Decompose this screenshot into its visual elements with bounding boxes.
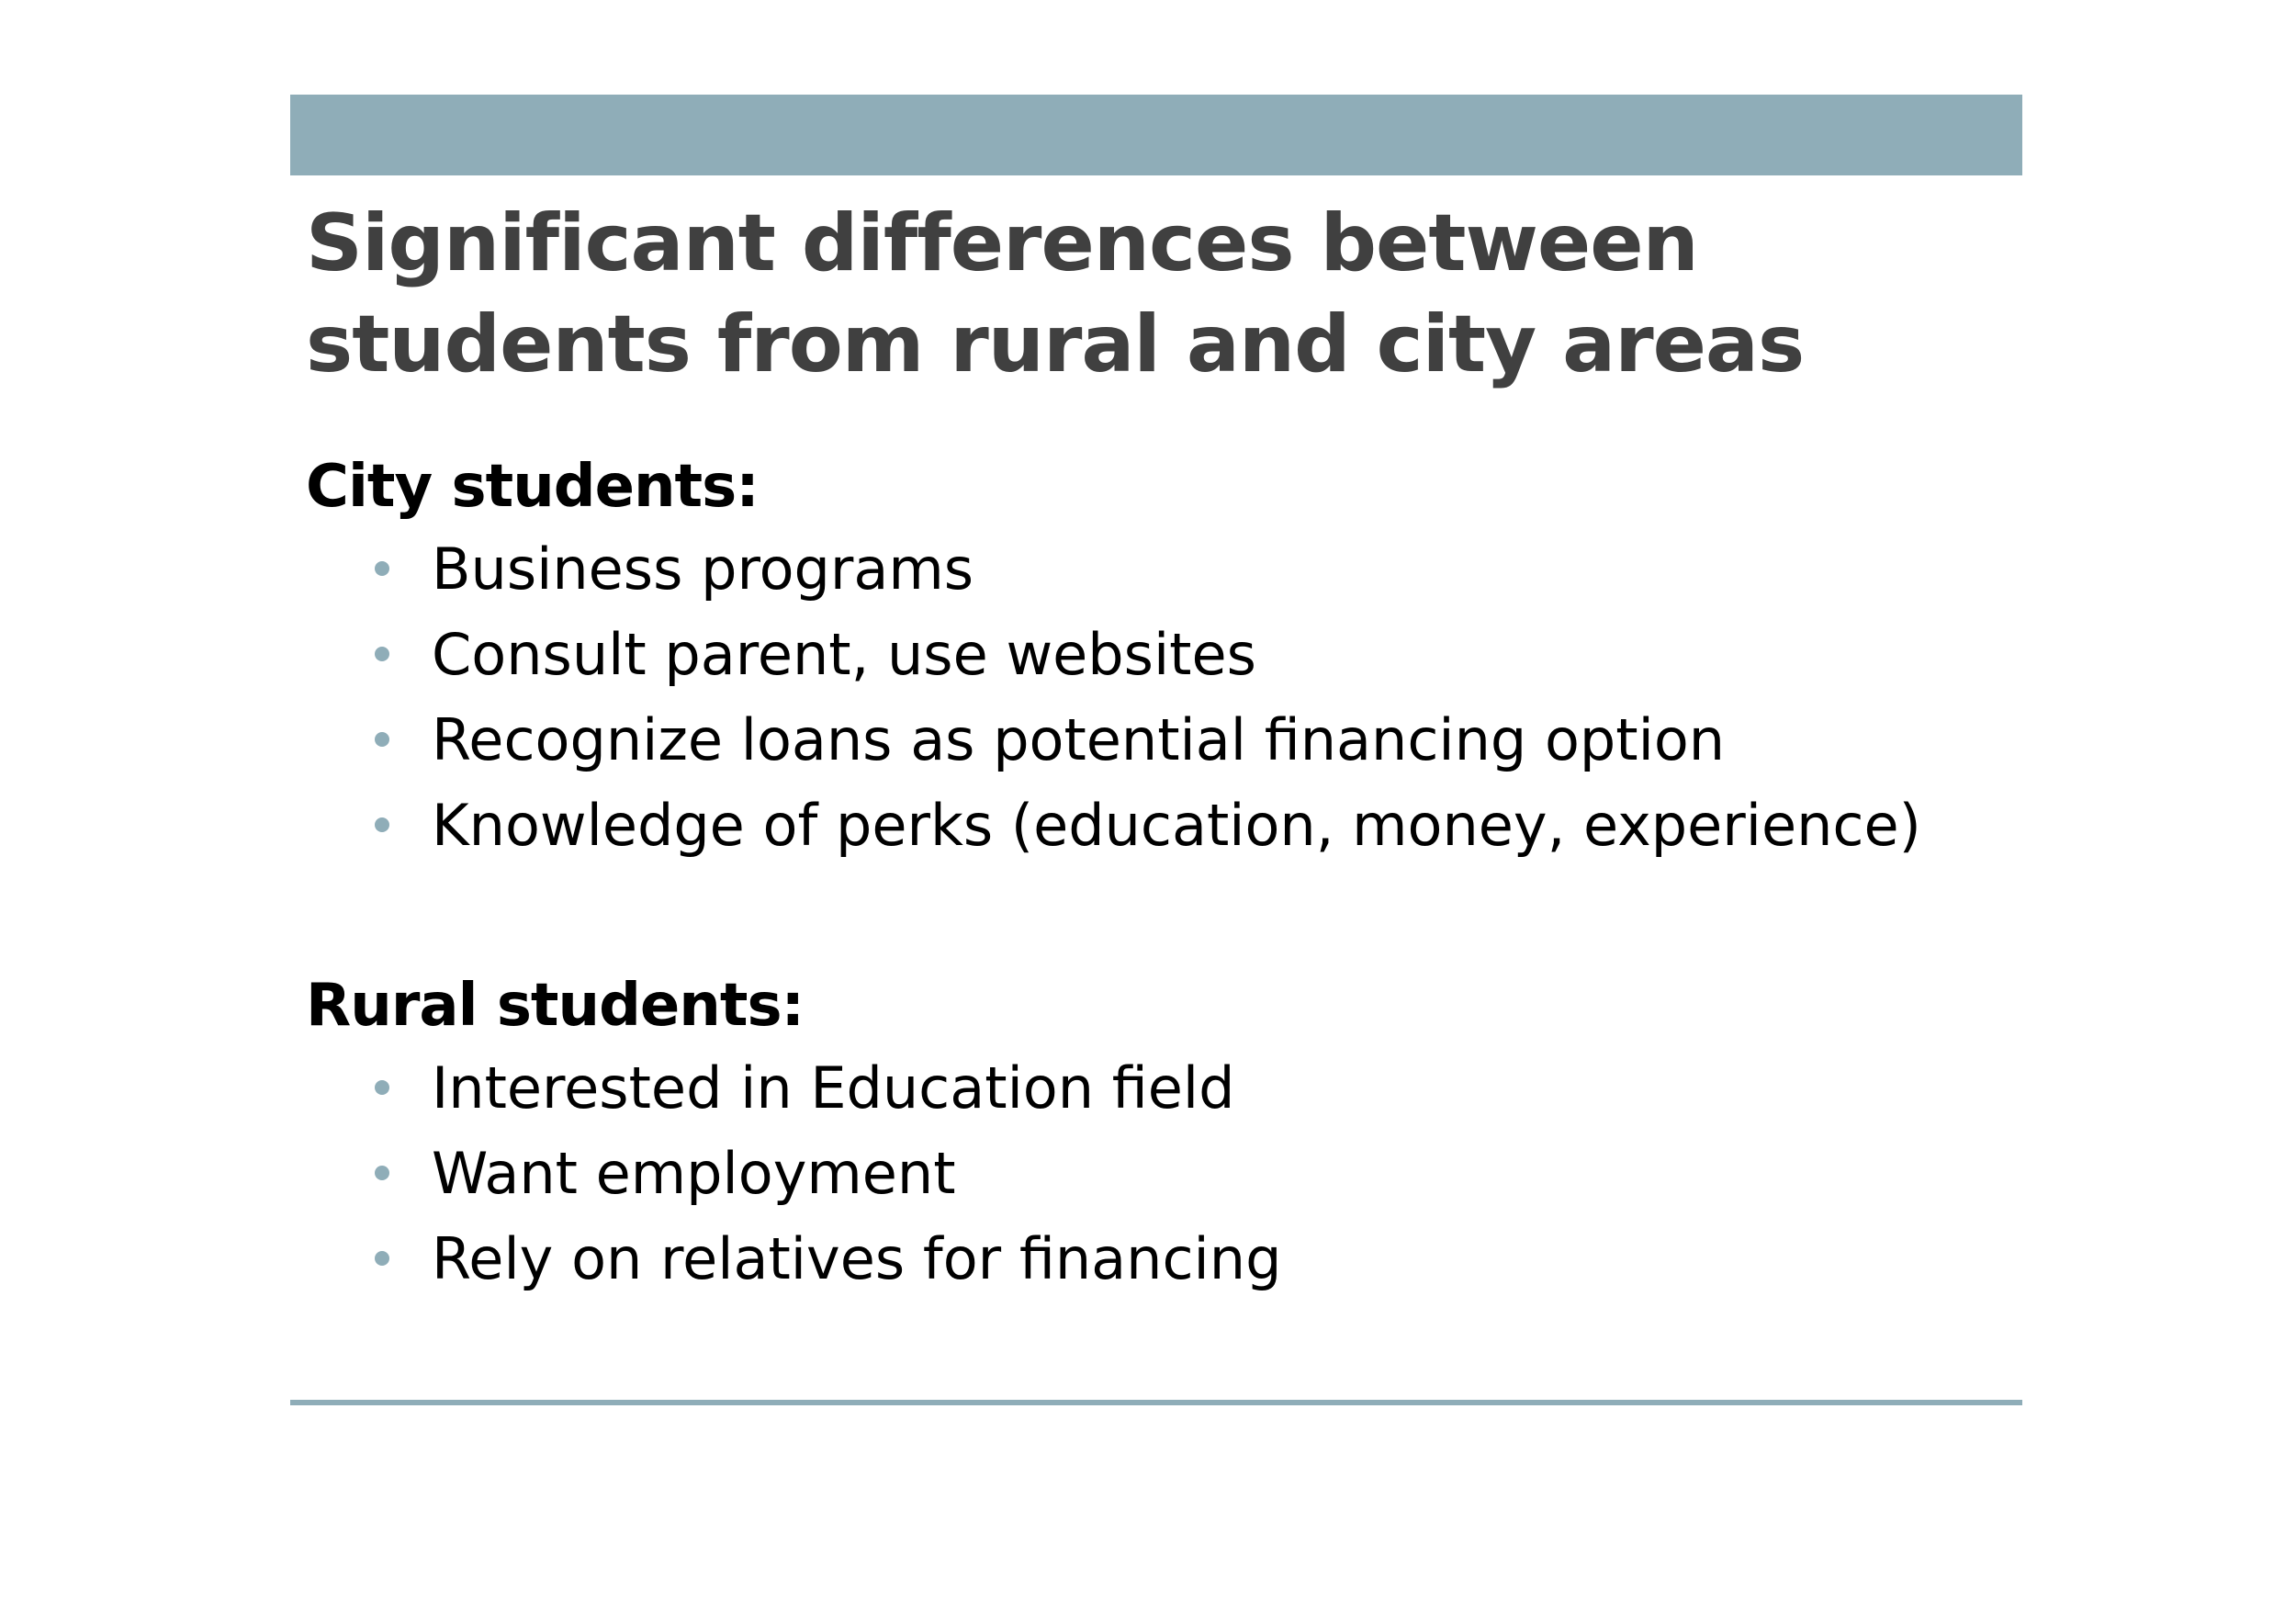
bullet-icon: [375, 732, 389, 747]
bullet-icon: [375, 1251, 389, 1266]
list-item: [306, 526, 2014, 612]
bullet-icon: [375, 1166, 389, 1180]
slide-title-line-1: Significant differences between: [306, 197, 1698, 289]
list-item-text: Interested in Education field: [432, 1054, 1235, 1121]
list-item: [306, 697, 2014, 783]
city-students-list: [306, 526, 2014, 868]
list-item: [306, 1216, 2014, 1302]
list-item: [306, 1045, 2014, 1131]
bullet-icon: [375, 647, 389, 661]
city-students-section: [306, 447, 2014, 868]
slide-title-line-2: students from rural and city areas: [306, 299, 1805, 390]
bullet-icon: [375, 561, 389, 576]
slide-title: [306, 193, 2014, 395]
list-item-text: Recognize loans as potential financing option: [432, 706, 1726, 773]
list-item-text: Business programs: [432, 535, 974, 603]
list-item: [306, 612, 2014, 697]
rural-students-section: [306, 966, 2014, 1302]
bullet-icon: [375, 817, 389, 832]
bullet-icon: [375, 1080, 389, 1095]
rural-students-heading: Rural students:: [306, 972, 805, 1040]
list-item-text: Rely on relatives for financing: [432, 1225, 1282, 1292]
footer-divider: [290, 1400, 2022, 1405]
list-item-text: Want employment: [432, 1140, 956, 1207]
rural-students-list: [306, 1045, 2014, 1302]
list-item: [306, 1131, 2014, 1216]
title-accent-bar: [290, 95, 2022, 175]
city-students-heading: City students:: [306, 453, 759, 521]
list-item-text: Consult parent, use websites: [432, 621, 1256, 688]
list-item-text: Knowledge of perks (education, money, experience): [432, 792, 1921, 859]
list-item: [306, 783, 2014, 868]
